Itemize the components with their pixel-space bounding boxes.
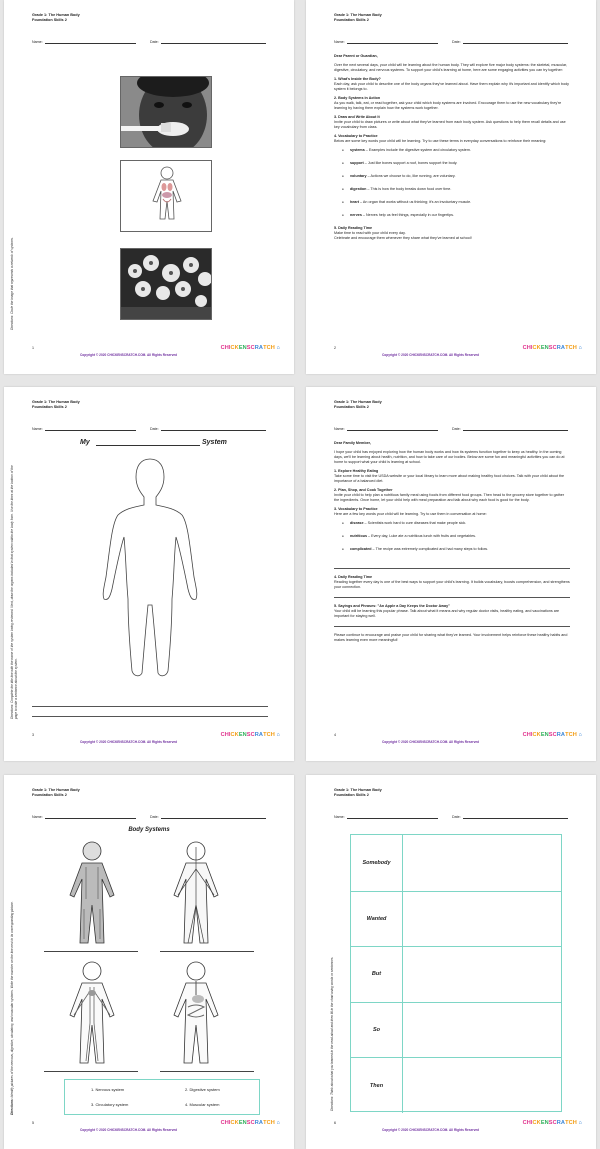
page-header: Grade 1: The Human Body Foundation Skills 2 xyxy=(334,788,382,797)
directions-text: Directions: Circle the image that represents a network of systems. xyxy=(10,237,14,330)
name-date-row: Name: Date: xyxy=(32,815,266,819)
chickenscratch-logo: CHICKENSCRATCH ⌂ xyxy=(522,1120,582,1126)
worksheet-page-6 xyxy=(306,775,596,1149)
writing-lines[interactable] xyxy=(32,697,268,717)
vocab-item: ● nerves – Nerves help us feel things, especially in our fingertips. xyxy=(342,213,570,218)
date-line[interactable] xyxy=(463,427,568,431)
page-header: Grade 1: The Human Body Foundation Skills 2 xyxy=(334,13,382,22)
circulatory-system-figure[interactable] xyxy=(62,959,122,1074)
digestive-system-figure[interactable] xyxy=(166,959,226,1074)
chart-row: Wanted xyxy=(351,891,561,947)
chickenscratch-logo: CHICKENSCRATCH ⌂ xyxy=(220,1120,280,1126)
writing-line[interactable] xyxy=(334,560,570,569)
name-date-row: Name: Date: xyxy=(334,427,568,431)
page-number: 5 xyxy=(32,1121,34,1125)
worksheet-page-4 xyxy=(306,387,596,761)
vocabulary-list xyxy=(342,148,570,218)
page-number: 4 xyxy=(334,733,336,737)
name-line[interactable] xyxy=(347,40,438,44)
chart-answer-cell[interactable] xyxy=(403,835,561,891)
name-date-row: Name: Date: xyxy=(32,427,266,431)
date-line[interactable] xyxy=(463,815,568,819)
child-brushing-teeth-photo[interactable] xyxy=(120,76,212,148)
name-date-row: Name: Date: xyxy=(32,40,266,44)
vocab-item: ● systems – Examples include the digestive system and circulatory system. xyxy=(342,148,570,153)
chart-row: Somebody xyxy=(351,835,561,891)
page-number: 2 xyxy=(334,346,336,350)
chart-row: Then xyxy=(351,1057,561,1113)
vocab-item: ● nutritious – Every day, Luke ate a nutritious lunch with fruits and vegetables. xyxy=(342,534,570,539)
somebody-wanted-but-so-then-chart xyxy=(350,834,562,1112)
page-number: 3 xyxy=(32,733,34,737)
answer-line[interactable] xyxy=(44,1071,138,1072)
vocab-item: ● complicated – The recipe was extremely complicated and had many steps to follow. xyxy=(342,547,570,552)
copyright-text: Copyright © 2020 CHICKENSCRATCH.COM. All Rights Reserved xyxy=(80,353,178,357)
page-header: Grade 1: The Human Body Foundation Skills 2 xyxy=(32,788,80,797)
legend-item: 4. Muscular system xyxy=(185,1102,220,1107)
writing-line[interactable] xyxy=(334,623,570,627)
chart-answer-cell[interactable] xyxy=(403,892,561,947)
page-header: Grade 1: The Human Body Foundation Skills 2 xyxy=(32,400,80,409)
directions-text: Directions: Think about what you learned in the read-aloud and then fill in the chart using words or sentences. xyxy=(330,956,334,1111)
worksheet-page-1 xyxy=(4,0,294,374)
nervous-system-figure[interactable] xyxy=(166,839,226,954)
name-line[interactable] xyxy=(45,815,136,819)
name-date-row: Name: Date: xyxy=(334,40,568,44)
system-name-line[interactable] xyxy=(96,445,200,446)
answer-line[interactable] xyxy=(160,1071,254,1072)
name-line[interactable] xyxy=(347,427,438,431)
copyright-text: Copyright © 2020 CHICKENSCRATCH.COM. All Rights Reserved xyxy=(80,1128,178,1132)
legend-item: 3. Circulatory system xyxy=(91,1102,129,1107)
answer-line[interactable] xyxy=(44,951,138,952)
legend-item: 2. Digestive system xyxy=(185,1087,220,1092)
copyright-text: Copyright © 2020 CHICKENSCRATCH.COM. All Rights Reserved xyxy=(382,353,480,357)
worksheet-page-5 xyxy=(4,775,294,1149)
page-number: 1 xyxy=(32,346,34,350)
family-letter: Dear Family Member, I hope your child has enjoyed exploring how the human body works and how its systems function together to keep us healthy. In the coming days, we'll be learning about health, nutrition, and how to take care of our bodies. Below are some fun and meaningful activities you can do at home to support what your child is learning at school. 1. Explore Healthy Eating Take some time to visit the USDA website or your local library to learn more about making healthy food choices. Talk with your child about the importance of a balanced diet. 2. Plan, Shop, and Cook Together Invite your child to help plan a nutritious family meal using foods from different food groups. Then head to the grocery store together to gather the ingredients. Once home, let your child help with meal preparation and talk about why each food is good for the body. 3. Vocabulary to Practice Here are a few key words your child will be learning. Try to use them in conversation at home: ● disease – Scientists work hard to cure diseases that make people sick. ● nutritious – Every day, Luke ate a nutritious lunch with fruits and vegetables. ● complicated – The recipe was extremely complicated and had many steps to follow. 4. Daily Reading Time Reading together every day is one of the best ways to support your child's learning. It builds vocabulary, boosts comprehension, and strengthens your connection. 5. Sayings and Phrases: "An Apple a Day Keeps the Doctor Away" Your child will be learning this popular phrase. Talk about what it means and why regular doctor visits, healthy eating, and vaccinations are important for staying well. Please continue to encourage and praise your child for sharing what they've learned. Your involvement helps reinforce these healthy habits and makes learning even more meaningful! xyxy=(334,441,570,647)
copyright-text: Copyright © 2020 CHICKENSCRATCH.COM. All Rights Reserved xyxy=(80,740,178,744)
directions-text: Directions: Complete the title line with the name of the system being reviewed. Next, draw the organs included in that system within the body form. Use the lines at the bottom of the page to write a sentence about the system. xyxy=(10,465,18,719)
answer-line[interactable] xyxy=(160,951,254,952)
worksheet-page-3: Grade 1: The Human Body Foundation Skills 2 Name: Date: My System Directions: Complete the title line with the name of the system being reviewed. Next, draw the organs included in that system within the body form. Use the lines at the bottom of the page to write a sentence about the system. 3 Copyright © 2020 CHICKENSCRATCH.COM. All Rights Reserved CHICKENSCRATCH ⌂ xyxy=(4,387,294,761)
chickenscratch-logo: CHICKENSCRATCH ⌂ xyxy=(522,345,582,351)
vocab-item: ● disease – Scientists work hard to cure diseases that make people sick. xyxy=(342,521,570,526)
name-line[interactable] xyxy=(45,40,136,44)
page-header: Grade 1: The Human Body Foundation Skills 2 xyxy=(334,400,382,409)
chart-answer-cell[interactable] xyxy=(403,1003,561,1058)
date-line[interactable] xyxy=(161,815,266,819)
copyright-text: Copyright © 2020 CHICKENSCRATCH.COM. All Rights Reserved xyxy=(382,740,480,744)
chart-answer-cell[interactable] xyxy=(403,947,561,1002)
chickenscratch-logo: CHICKENSCRATCH ⌂ xyxy=(220,345,280,351)
vocab-item: ● voluntary – Actions we choose to do, like running, are voluntary. xyxy=(342,174,570,179)
legend-item: 1. Nervous system xyxy=(91,1087,125,1092)
date-line[interactable] xyxy=(463,40,568,44)
page-number: 6 xyxy=(334,1121,336,1125)
directions-text: Directions: Identify pictures of the nervous, digestive, circulatory, and muscular systems. Write the number on the line next to its corresponding picture. xyxy=(10,901,14,1115)
parent-letter: Dear Parent or Guardian, Over the next several days, your child will be learning about the human body. They will explore five major body systems: the skeletal, muscular, digestive, circulatory, and nervous systems. To support your child's learning at home, here are some engaging activities you can try together: 1. What's Inside the Body? Each day, ask your child to describe one of the body organs they've learned about. Have them explain why it's important and identify which body system it belongs to. 2. Body Systems in Action As you walk, talk, eat, or read together, ask your child which body systems are involved. Encourage them to use the new vocabulary they're learning by having them explain how the systems work together. 3. Draw and Write About It Invite your child to draw pictures or write about what they've learned from each body system. Ask questions to help them recall details and use key vocabulary from class. 4. Vocabulary to Practice Below are some key words your child will be learning. Try to use these terms in everyday conversations to reinforce their meaning: ● systems – Examples include the digestive system and circulatory system. ● support – Just like bones support a roof, bones support the body. ● voluntary – Actions we choose to do, like running, are voluntary. ● digestion – This is how the body breaks down food over time. ● heart – An organ that works without us thinking; it's an involuntary muscle. ● nerves – Nerves help us feel things, especially in our fingertips. 5. Daily Reading Time Make time to read with your child every day. Celebrate and encourage them whenever they share what they've learned at school! xyxy=(334,54,570,241)
chart-row: But xyxy=(351,946,561,1002)
page-header: Grade 1: The Human Body Foundation Skills 2 xyxy=(32,13,80,22)
date-line[interactable] xyxy=(161,427,266,431)
vocab-item: ● support – Just like bones support a roof, bones support the body. xyxy=(342,161,570,166)
chickenscratch-logo: CHICKENSCRATCH ⌂ xyxy=(522,732,582,738)
vocabulary-list xyxy=(342,521,570,552)
name-date-row: Name: Date: xyxy=(334,815,568,819)
vocab-item: ● digestion – This is how the body breaks down food over time. xyxy=(342,187,570,192)
worksheet-page-2 xyxy=(306,0,596,374)
name-line[interactable] xyxy=(45,427,136,431)
systems-legend xyxy=(64,1079,260,1115)
copyright-text: Copyright © 2020 CHICKENSCRATCH.COM. All Rights Reserved xyxy=(382,1128,480,1132)
muscular-system-figure[interactable] xyxy=(62,839,122,954)
chart-row: So xyxy=(351,1002,561,1058)
vocab-item: ● heart – An organ that works without us thinking; it's an involuntary muscle. xyxy=(342,200,570,205)
chart-answer-cell[interactable] xyxy=(403,1058,561,1113)
worksheet-title: Body Systems xyxy=(128,827,170,833)
chickenscratch-logo: CHICKENSCRATCH ⌂ xyxy=(220,732,280,738)
name-line[interactable] xyxy=(347,815,438,819)
body-outline[interactable] xyxy=(94,453,206,688)
body-organs-diagram-image[interactable] xyxy=(120,160,212,232)
flowers-photo[interactable] xyxy=(120,248,212,320)
writing-line[interactable] xyxy=(334,594,570,598)
date-line[interactable] xyxy=(161,40,266,44)
